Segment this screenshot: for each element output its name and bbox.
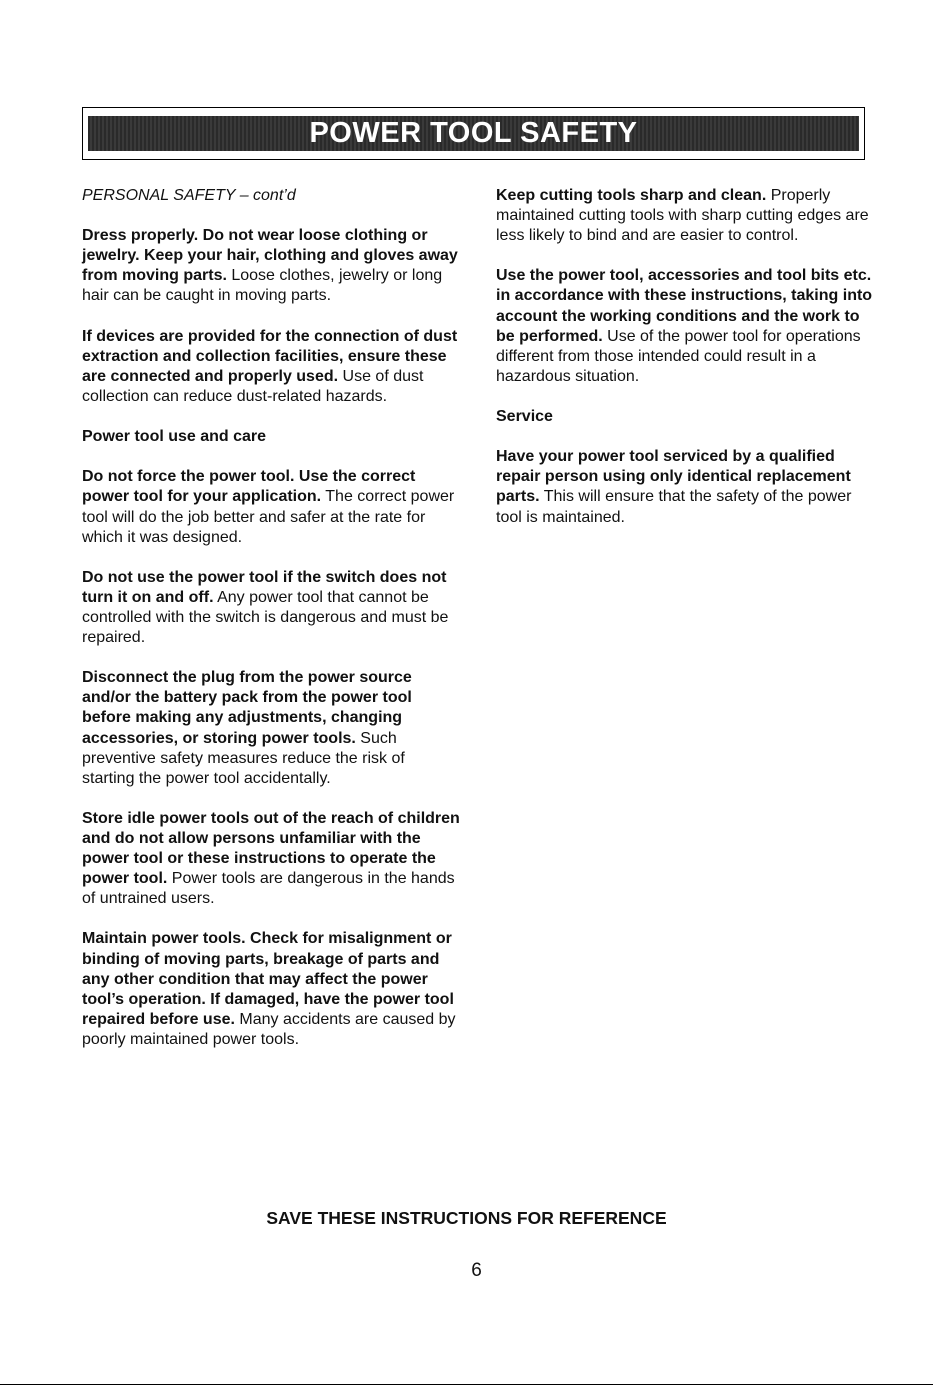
paragraph-body: The correct power tool will do the job better and safer at the rate for which it was designed. [82, 488, 455, 546]
safety-paragraph-accordance [496, 266, 876, 387]
bottom-divider [0, 1384, 933, 1385]
save-instructions-notice: SAVE THESE INSTRUCTIONS FOR REFERENCE [266, 1208, 667, 1228]
safety-paragraph-cutting-tools [496, 186, 876, 246]
page-title: POWER TOOL SAFETY [309, 117, 638, 149]
paragraph-bold-lead: Use the power tool, accessories and tool bits etc. in accordance with these instructions, taking into account the working conditions and the work to be performed. [496, 267, 873, 345]
paragraph-bold-lead: Store idle power tools out of the reach of children and do not allow persons unfamiliar with the power tool or these instructions to operate the power tool. [82, 809, 460, 888]
paragraph-bold-lead: Have your power tool serviced by a qualified repair person using only identical replacement parts. [496, 448, 851, 506]
section-heading: PERSONAL SAFETY – cont’d [82, 187, 296, 204]
paragraph-body: This will ensure that the safety of the power tool is maintained. [496, 488, 852, 526]
safety-paragraph-serviced [496, 447, 876, 527]
paragraph-bold-lead: Do not use the power tool if the switch does not turn it on and off. [82, 568, 447, 606]
subsection-heading-text: Service [496, 408, 553, 426]
paragraph-bold-lead: Dress properly. Do not wear loose clothing or jewelry. Keep your hair, clothing and gloves away from moving parts. [82, 227, 458, 285]
paragraph-body: Such preventive safety measures reduce the risk of starting the power tool accidentally. [82, 729, 405, 787]
section-header [82, 107, 865, 160]
safety-paragraph-dust-extraction [82, 327, 460, 407]
paragraph-bold-lead: Maintain power tools. Check for misalignment or binding of moving parts, breakage of parts and any other condition that may affect the power tool’s operation. If damaged, have the power tool repaired before use. [82, 930, 454, 1028]
paragraph-bold-lead: If devices are provided for the connection of dust extraction and collection facilities, ensure these are connected and properly used. [82, 327, 458, 385]
paragraph-bold-lead: Disconnect the plug from the power source and/or the battery pack from the power tool before making any adjustments, changing accessories, or storing power tools. [82, 669, 412, 747]
subsection-heading-use-and-care [82, 427, 460, 447]
subsection-heading-text: Power tool use and care [82, 428, 267, 446]
safety-paragraph-disconnect [82, 668, 460, 789]
paragraph-body: Power tools are dangerous in the hands of untrained users. [82, 870, 455, 908]
paragraph-body: Use of dust collection can reduce dust-related hazards. [82, 367, 424, 405]
safety-paragraph-do-not-force [82, 467, 460, 547]
paragraph-bold-lead: Keep cutting tools sharp and clean. [496, 187, 767, 204]
paragraph-body: Many accidents are caused by poorly maintained power tools. [82, 1010, 456, 1048]
right-column [496, 186, 876, 548]
paragraph-body: Any power tool that cannot be controlled with the switch is dangerous and must be repaired. [82, 588, 449, 647]
safety-paragraph-dress [82, 226, 460, 306]
paragraph-body: Use of the power tool for operations different from those intended could result in a hazardous situation. [496, 327, 861, 385]
paragraph-body: Properly maintained cutting tools with sharp cutting edges are less likely to bind and are easier to control. [496, 187, 869, 245]
subsection-heading-service [496, 407, 876, 427]
left-column [82, 186, 460, 1070]
safety-paragraph-switch [82, 568, 460, 648]
page-number: 6 [471, 1260, 482, 1281]
safety-paragraph-maintain [82, 929, 460, 1050]
safety-paragraph-store-idle [82, 809, 460, 909]
section-header-bar [88, 116, 859, 151]
paragraph-bold-lead: Do not force the power tool. Use the correct power tool for your application. [82, 468, 416, 506]
paragraph-body: Loose clothes, jewelry or long hair can be caught in moving parts. [82, 267, 443, 305]
